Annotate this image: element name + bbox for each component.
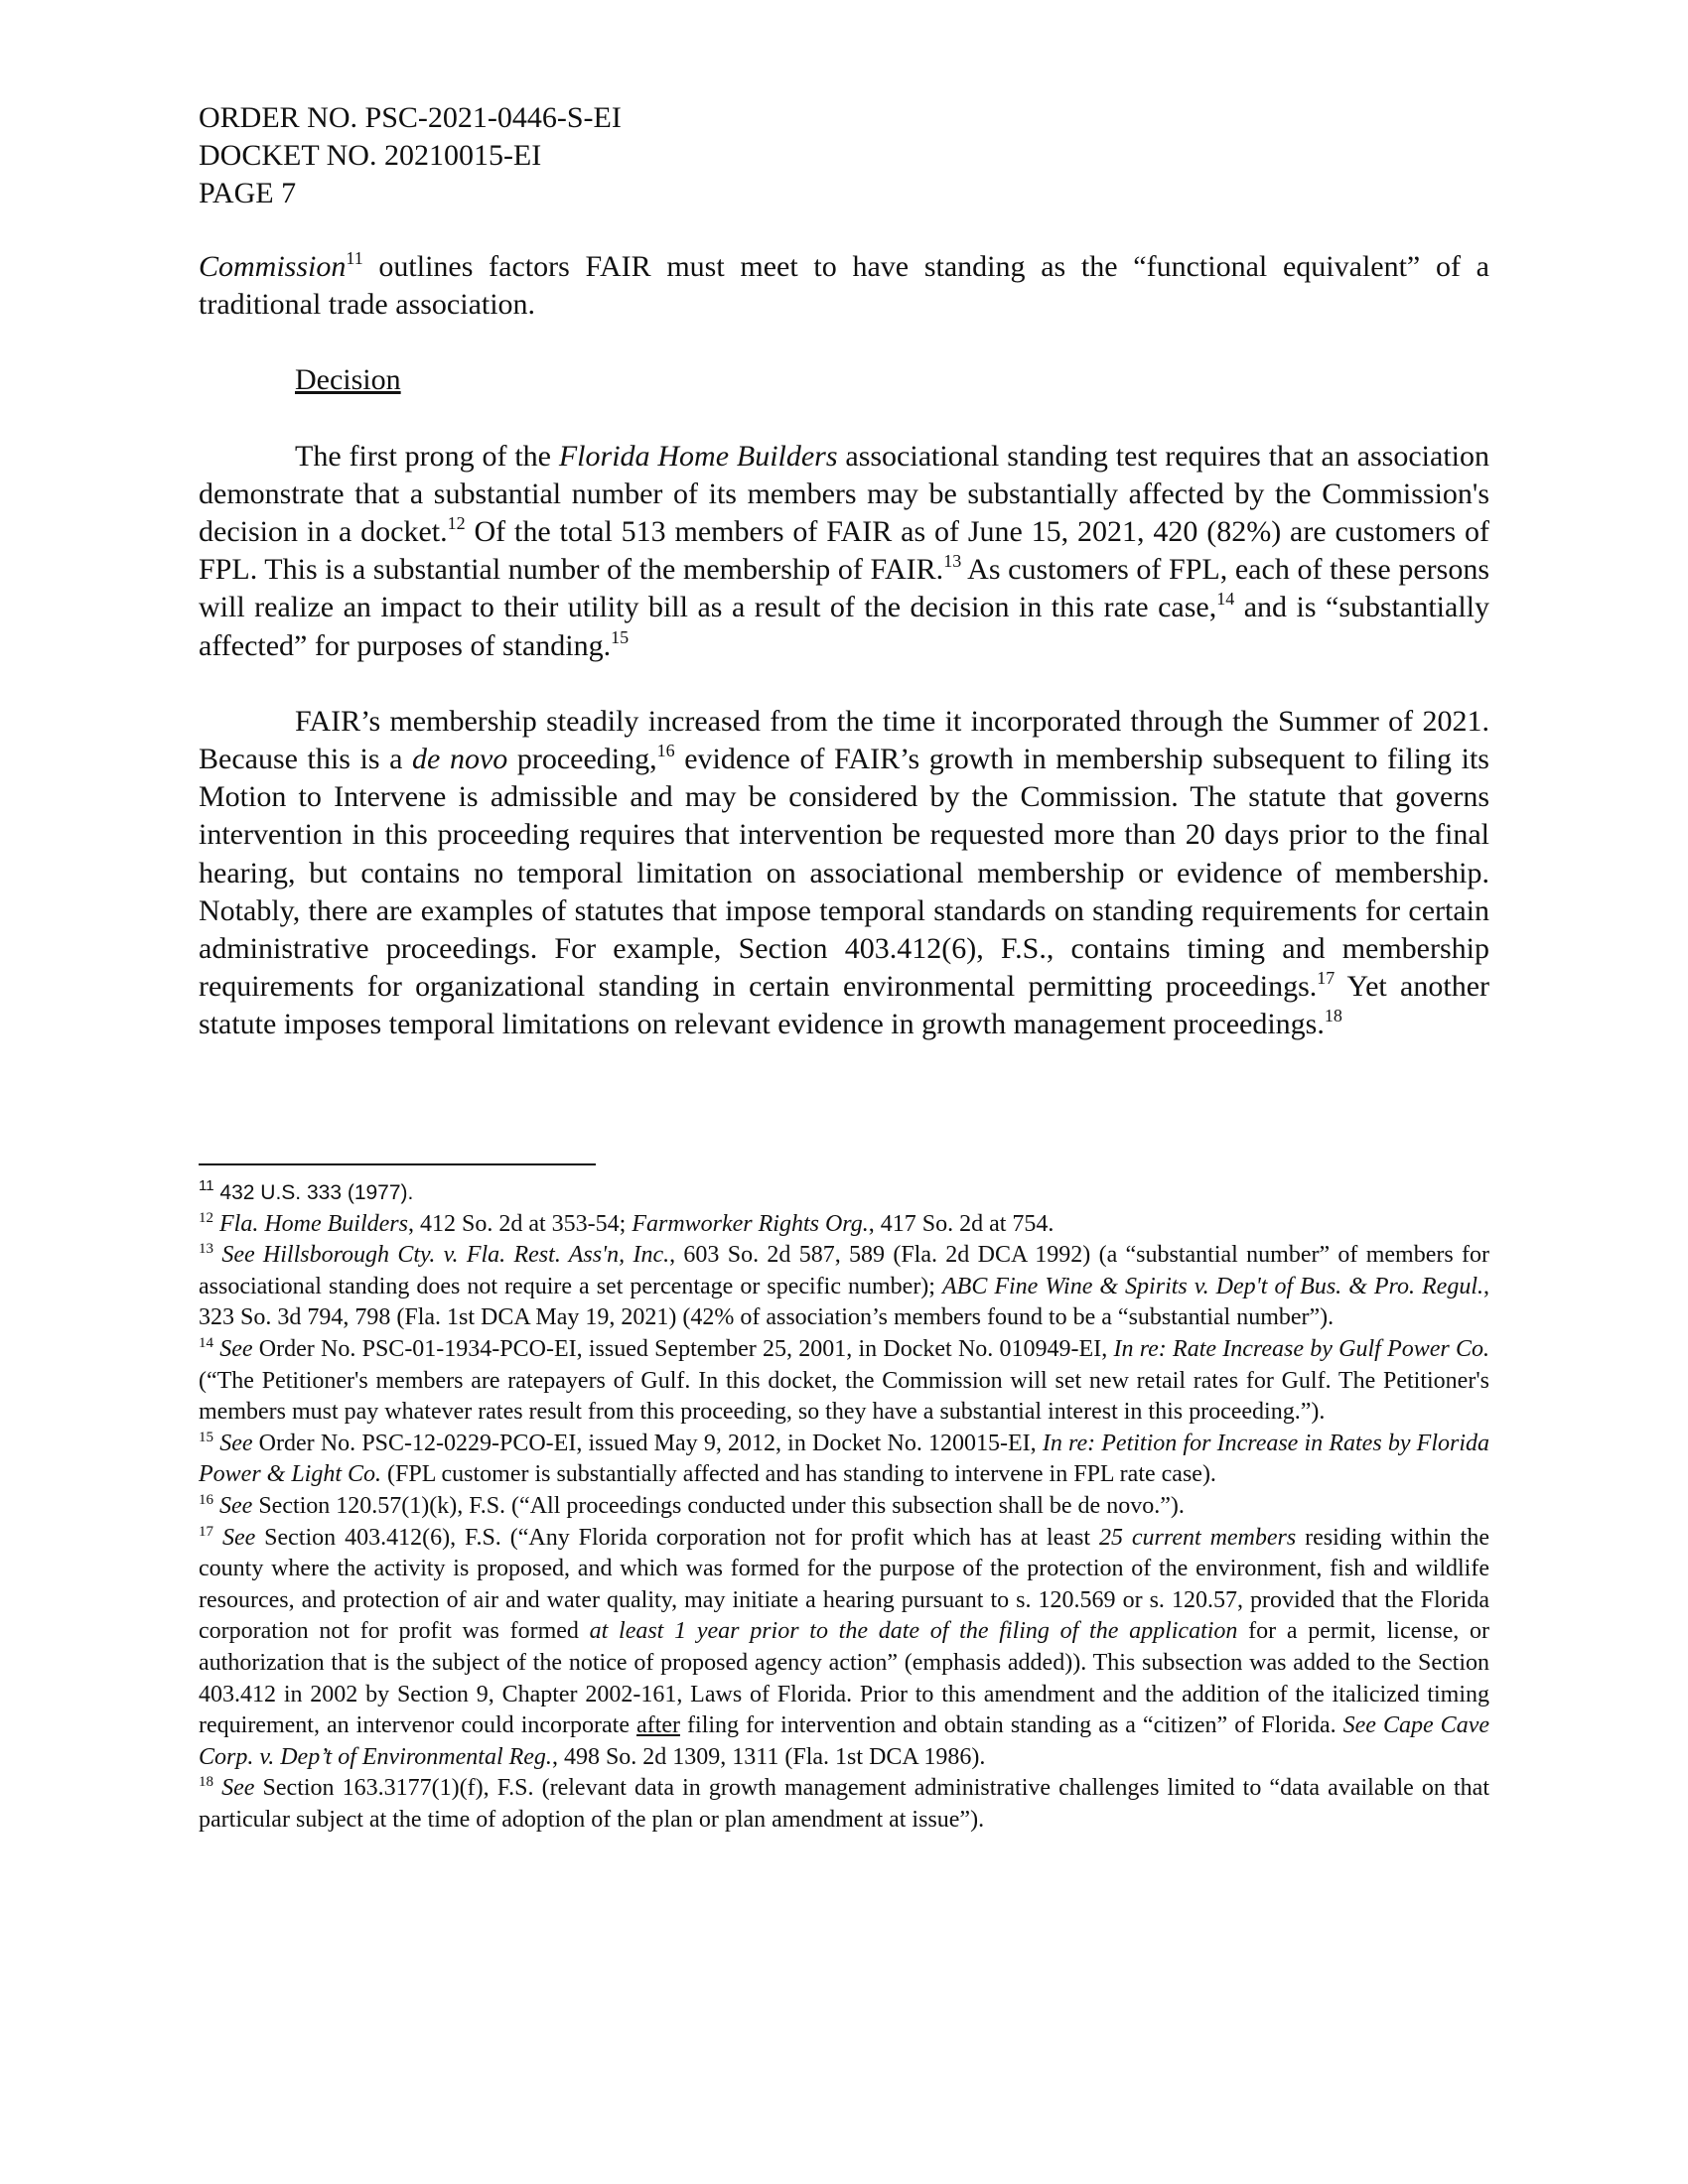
footnote-number: 15 [199,1429,213,1445]
latin-phrase: de novo [412,743,508,776]
footnote-17 [199,1523,1489,1774]
footnote-text: , 323 So. 3d 794, 798 (Fla. 1st DCA May 19, 2021) (42% of association’s members found to be a “substantial number”). [199,1273,1489,1331]
page-header [199,99,993,212]
footnote-text: (“The Petitioner's members are ratepayers of Gulf. In this docket, the Commission will set new retail rates for Gulf. The Petitioner's members must pay whatever rates result from this proceeding, so they have a substantial interest in this proceeding.”). [199,1367,1489,1426]
footnote-italic: See [219,1430,253,1456]
footnote-number: 13 [199,1241,213,1258]
footnote-12 [199,1209,1489,1241]
footnote-italic: See [219,1335,253,1362]
footnote-italic: at least 1 year prior to the date of the filing of the application [589,1618,1238,1645]
footnote-text: (FPL customer is substantially affected and has standing to intervene in FPL rate case). [381,1461,1216,1488]
page-number: PAGE 7 [199,177,297,209]
paragraph-text: associational standing test requires that an association demonstrate that a substantial number of its members may be substantially affected by the Commission's decision in a docket. [199,439,1489,549]
paragraph-text: and is “substantially affected” for purposes of standing. [199,591,1489,662]
footnote-italic: See [221,1524,256,1551]
docket-number: DOCKET NO. 20210015-EI [199,139,542,172]
footnotes [199,1177,1489,1836]
footnote-text: for a permit, license, or authorization that is the subject of the notice of proposed agency action” (emphasis added)). This subsection was added to the Section 403.412 in 2002 by Section 9, Chapter 2002-161, Laws of Florida. Prior to this amendment and the addition of the italicized timing requirement, an intervenor could incorporate [199,1618,1489,1739]
footnote-ref-15: 15 [611,626,630,647]
body-text [199,248,1489,1044]
footnote-number: 18 [199,1774,213,1791]
paragraph-text: The first prong of the [295,439,559,473]
paragraph-text: Of the total 513 members of FAIR as of June 15, 2021, 420 (82%) are customers of FPL. This is a substantial number of the membership of FAIR. [199,515,1490,587]
footnote-16 [199,1491,1489,1523]
footnote-italic: 25 current members [1098,1524,1297,1551]
footnote-italic: In re: Petition for Increase in Rates by Florida Power & Light Co. [199,1430,1490,1488]
section-heading: Decision [295,363,401,397]
footnote-italic: See [221,1775,255,1802]
footnote-italic: Fla. Home Builders [219,1210,408,1237]
footnote-text: , 498 So. 2d 1309, 1311 (Fla. 1st DCA 1986). [551,1743,986,1770]
footnote-ref-17: 17 [1317,968,1336,989]
footnote-number: 11 [199,1177,214,1194]
footnote-italic: Farmworker Rights Org. [632,1210,869,1237]
footnote-11 [199,1177,1489,1209]
footnote-15 [199,1429,1489,1491]
footnote-13 [199,1240,1489,1334]
case-citation: Commission [199,250,347,283]
footnote-text: Order No. PSC-01-1934-PCO-EI, issued September 25, 2001, in Docket No. 010949-EI, [252,1335,1114,1362]
paragraph-text: FAIR’s membership steadily increased from the time it incorporated through the Summer of 2021. Because this is a [199,704,1489,776]
case-citation: Florida Home Builders [558,439,838,473]
paragraph-text: As customers of FPL, each of these persons will realize an impact to their utility bill as a result of the decision in this rate case, [199,553,1490,624]
footnote-text: Section 403.412(6), F.S. (“Any Florida corporation not for profit which has at least [255,1524,1099,1551]
footnote-text: , 417 So. 2d at 754. [868,1210,1055,1237]
paragraph-text: evidence of FAIR’s growth in membership subsequent to filing its Motion to Intervene is admissible and may be considered by the Commission. The statute that governs intervention in this proceeding requires that intervention be requested more than 20 days prior to the final hearing, but contains no temporal limitation on associational membership or evidence of membership. Notably, there are examples of statutes that impose temporal standards on standing requirements for certain administrative proceedings. For example, Section 403.412(6), F.S., contains timing and membership requirements for organizational standing in certain environmental permitting proceedings. [199,743,1489,1004]
footnote-italic: See Cape Cave Corp. v. Dep’t of Environmental Reg. [199,1712,1489,1770]
footnote-number: 14 [199,1334,213,1351]
footnote-18 [199,1773,1489,1836]
footnote-ref-12: 12 [447,513,466,534]
paragraph-text: proceeding, [507,743,657,776]
footnote-number: 16 [199,1491,213,1508]
footnote-14 [199,1334,1489,1429]
footnote-ref-11: 11 [346,248,363,268]
footnote-text: , 412 So. 2d at 353-54; [407,1210,633,1237]
footnote-underline: after [636,1712,680,1739]
footnote-ref-18: 18 [1324,1006,1342,1026]
footnote-text: Order No. PSC-12-0229-PCO-EI, issued May 9, 2012, in Docket No. 120015-EI, [252,1430,1043,1456]
footnote-text: Section 120.57(1)(k), F.S. (“All proceedings conducted under this subsection shall be de novo.”). [252,1492,1185,1519]
footnote-ref-16: 16 [656,741,675,761]
footnote-separator [199,1163,596,1165]
paragraph-text: Yet another statute imposes temporal limitations on relevant evidence in growth management proceedings. [199,970,1489,1041]
footnote-italic: See Hillsborough Cty. v. Fla. Rest. Ass'n, Inc. [221,1242,670,1269]
footnote-text: 432 U.S. 333 (1977). [213,1181,414,1204]
footnote-ref-13: 13 [943,551,962,572]
footnote-text: filing for intervention and obtain standing as a “citizen” of Florida. [680,1712,1343,1739]
order-number: ORDER NO. PSC-2021-0446-S-EI [199,101,622,134]
intro-text: outlines factors FAIR must meet to have standing as the “functional equivalent” of a traditional trade association. [199,250,1489,322]
footnote-text: residing within the county where the activity is proposed, and which was formed for the purpose of the protection of the environment, fish and wildlife resources, and protection of air and water quality, may initiate a hearing pursuant to s. 120.569 or s. 120.57, provided that the Florida corporation not for profit was formed [199,1524,1489,1645]
footnote-italic: In re: Rate Increase by Gulf Power Co. [1113,1335,1489,1362]
footnote-italic: See [219,1492,253,1519]
footnote-text: , 603 So. 2d 587, 589 (Fla. 2d DCA 1992) (a “substantial number” of members for associational standing does not require a set percentage or specific number); [199,1242,1489,1299]
footnote-number: 12 [199,1209,213,1226]
footnote-italic: ABC Fine Wine & Spirits v. Dep't of Bus. & Pro. Regul. [942,1273,1483,1299]
intro-paragraph [199,248,1489,324]
footnote-text: Section 163.3177(1)(f), F.S. (relevant data in growth management administrative challenges limited to “data available on that particular subject at the time of adoption of the plan or plan amendment at issue”). [199,1775,1490,1833]
paragraph-membership [199,703,1489,1044]
footnote-number: 17 [199,1523,213,1540]
paragraph-first-prong [199,438,1489,665]
footnote-ref-14: 14 [1216,589,1235,610]
